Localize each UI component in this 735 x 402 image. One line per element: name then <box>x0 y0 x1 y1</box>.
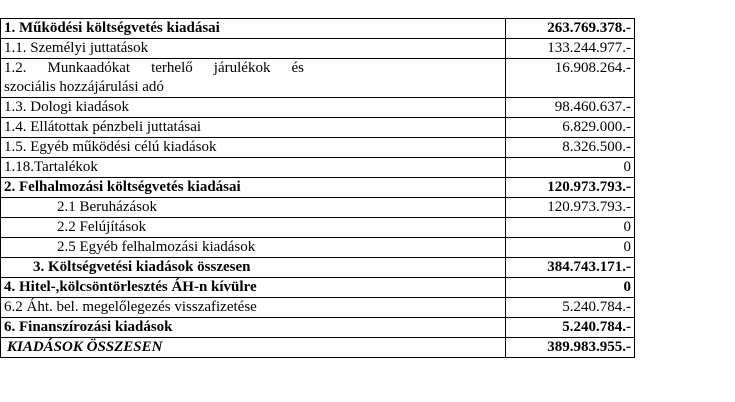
table-row <box>1 298 635 318</box>
row-label: 3. Költségvetési kiadások összesen <box>1 258 506 278</box>
table-row <box>1 19 635 39</box>
row-amount: 5.240.784.- <box>506 298 635 318</box>
row-amount: 0 <box>506 218 635 238</box>
table-row-grand-total <box>1 338 635 358</box>
row-amount: 120.973.793.- <box>506 198 635 218</box>
row-label: 6. Finanszírozási kiadások <box>1 318 506 338</box>
table-row <box>1 39 635 59</box>
row-label: 1. Működési költségvetés kiadásai <box>1 19 506 39</box>
row-label: 2. Felhalmozási költségvetés kiadásai <box>1 178 506 198</box>
row-label: 2.1 Beruházások <box>1 198 506 218</box>
row-label: 1.18.Tartalékok <box>1 158 506 178</box>
row-label: 1.4. Ellátottak pénzbeli juttatásai <box>1 118 506 138</box>
table-row <box>1 158 635 178</box>
row-amount: 133.244.977.- <box>506 39 635 59</box>
table-row <box>1 98 635 118</box>
table-row <box>1 59 635 98</box>
row-label: 4. Hitel-,kölcsöntörlesztés ÁH-n kívülre <box>1 278 506 298</box>
table-row <box>1 318 635 338</box>
row-label-multiline <box>1 59 506 98</box>
table-row <box>1 258 635 278</box>
row-amount: 263.769.378.- <box>506 19 635 39</box>
row-label: 1.3. Dologi kiadások <box>1 98 506 118</box>
table-row <box>1 138 635 158</box>
row-label: 6.2 Áht. bel. megelőlegezés visszafizetése <box>1 298 506 318</box>
row-label: 1.5. Egyéb működési célú kiadások <box>1 138 506 158</box>
row-label: 2.2 Felújítások <box>1 218 506 238</box>
table-row <box>1 198 635 218</box>
row-amount: 0 <box>506 238 635 258</box>
grand-total-label: KIADÁSOK ÖSSZESEN <box>1 338 506 358</box>
row-amount: 0 <box>506 278 635 298</box>
expenditure-table <box>0 18 635 358</box>
table-row <box>1 278 635 298</box>
grand-total-amount: 389.983.955.- <box>506 338 635 358</box>
row-label: 2.5 Egyéb felhalmozási kiadások <box>1 238 506 258</box>
row-amount: 8.326.500.- <box>506 138 635 158</box>
row-amount: 16.908.264.- <box>506 59 635 98</box>
table-row <box>1 238 635 258</box>
row-amount: 98.460.637.- <box>506 98 635 118</box>
row-amount: 384.743.171.- <box>506 258 635 278</box>
table-row <box>1 178 635 198</box>
row-label-line1: 1.2. Munkaadókat terhelő járulékok és <box>4 60 304 76</box>
row-label-line2: szociális hozzájárulási adó <box>4 79 164 95</box>
row-amount: 120.973.793.- <box>506 178 635 198</box>
table-row <box>1 118 635 138</box>
row-amount: 5.240.784.- <box>506 318 635 338</box>
row-label: 1.1. Személyi juttatások <box>1 39 506 59</box>
table-row <box>1 218 635 238</box>
row-amount: 0 <box>506 158 635 178</box>
row-amount: 6.829.000.- <box>506 118 635 138</box>
